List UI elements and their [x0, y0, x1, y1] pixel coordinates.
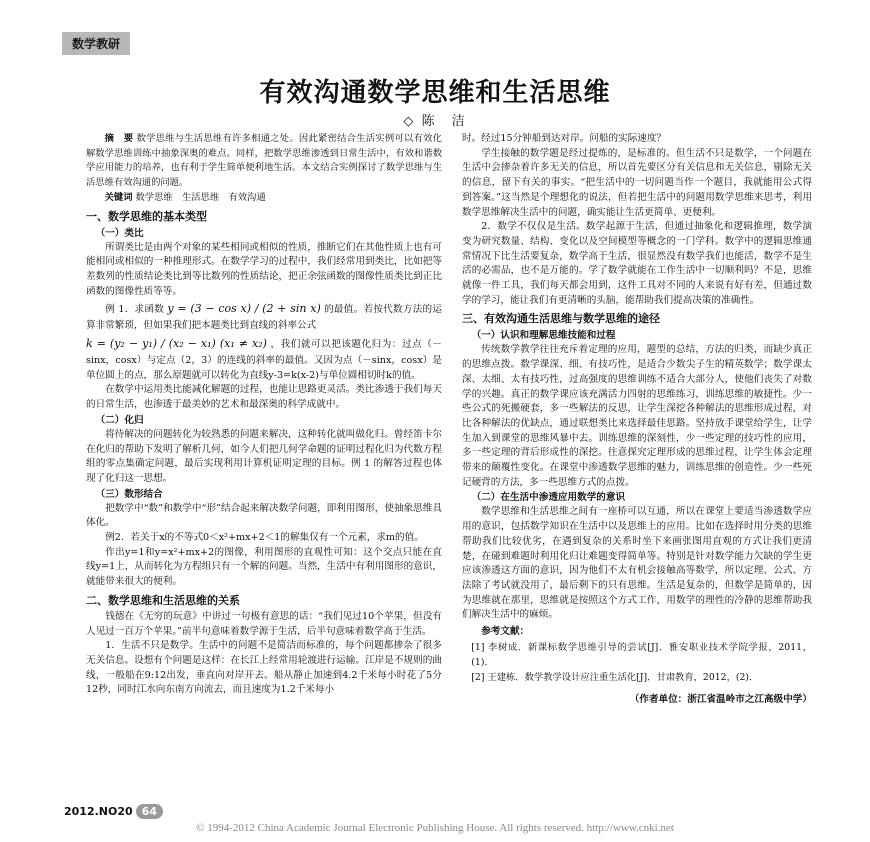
subheading-skills: （一）认识和理解思维技能和过程 [471, 330, 616, 342]
heading-3: 三、有效沟通生活思维与数学思维的途径 [462, 312, 660, 326]
abstract-label: 摘 要 [104, 133, 134, 144]
paragraph: 钱德在《无穷的玩意》中讲过一句极有意思的话：“我们见过10个苹果，但没有人见过一百万个苹果。”前半句意味着数学源于生活，后半句意味着数学高于生活。 [86, 610, 442, 637]
author-name: 陈 洁 [421, 114, 467, 129]
paragraph: 2．数学不仅仅是生活。数学起源于生活，但通过抽象化和逻辑推理，数学演变为研究数量、结构、变化以及空间模型等概念的一门学科。数学中的逻辑思维通常情况下比生活要复杂，数学高于生活，很显然没有数学我们也能活，数学不是生活的必需品，也不是万能的。学了数学就能在工作生活中一切顺利吗？不是，思维就像一件工具，我们每天都会用到，这件工具对不同的人来说有好有差，但通过数学的学习，能让我们有更清晰的头脑，能帮助我们提高决策的准确性。 [462, 221, 812, 306]
paragraph: 所谓类比是由两个对象的某些相同或相似的性质，推断它们在其他性质上也有可能相同或相似的一种推理形式。在数学学习的过程中，我们经常用到类比，比如把等差数列的性质结论类比到等比数列的性质结论，把正余弦函数的图像性质类比到正比函数的图像性质等等。 [86, 241, 442, 297]
example-1 [86, 299, 442, 334]
example-2: 例2．若关于x的不等式0＜x²+mx+2＜1的解集仅有一个元素，求m的值。 [105, 532, 424, 544]
example-1-continuation: ，我们就可以把该题化归为：过点（－sinx，cosx）与定点（2，3）的连线的斜率的最值。又因为点（－sinx，cosx）是单位圆上的点，那么原题就可以转化为直线y-3=k(x-2)与单位圆相切时k的值。 [86, 339, 442, 381]
page-number: 64 [136, 804, 163, 819]
keywords-label: 关键词 [104, 191, 133, 203]
paragraph: 1．生活不只是数学。生活中的问题不是简洁而标准的，每个问题都掺杂了很多无关信息。设想有个问题是这样：在长江上经常用轮渡进行运输。江岸是不规则的曲线，一般船在9:12出发，垂直向对岸开去。船从静止加速到4.2千米每小时花了5分12秒，同时江水向东南方向流去，而且速度为1.2千米每小 [86, 640, 442, 696]
abstract [86, 132, 442, 191]
paragraph: 传统数学教学往往充斥着定理的应用，题型的总结，方法的归类，而缺少真正的思维点拨。数学课深、细、有技巧性，是适合少数尖子生的精英数学；数学课太深、太细、太有技巧性，过高强度的思维训练不适合大部分人，使他们丧失了对数学的兴趣。真正的数学课应该充满活力四射的思维练习，训练思维的敏捷性。少一些公式的死搬硬套，多一些解法的反思，让学生深挖各种解法的思维形成过程，对比各种解法的优缺点，通过联想类比来选择最佳思路。坚持放手课堂给学生，让学生加入到课堂的思维风暴中去。训练思维的深刻性，少一些定理的技巧性的应用，多一些定理的背后形成性的深挖。往意探究定理形成的思维过程，让学生体会定理带来的颠覆性变化。在课堂中渗透数学思维的魅力，训练思维的创造性。少一些死记硬背的方法，多一些思维方式的点拨。 [462, 344, 812, 488]
slope-line [86, 334, 442, 383]
subheading-analogy: （一）类比 [95, 227, 144, 239]
reference-item: [1] 李树成．新课标数学思维引导的尝试[J]．雅安职业技术学院学报，2011，(1)． [471, 642, 812, 668]
left-column [86, 132, 442, 698]
abstract-text: 数学思维与生活思维有许多相通之处。因此紧密结合生活实例可以有效化解数学思维训练中抽象深奥的难点。同样，把数学思维渗透到日常生活中，有效和谐数学应用能力的培养，也有利于学生简单便利地生活。本文结合实例探讨了数学思维与生活思维有效沟通的问题。 [86, 133, 442, 189]
heading-1: 一、数学思维的基本类型 [86, 209, 207, 223]
keywords-text: 数学思维 生活思维 有效沟通 [135, 191, 266, 203]
function-formula: y = (3 − cos x) / (2 + sin x) [167, 302, 321, 316]
section-tag: 数学教研 [62, 32, 130, 55]
subheading-reduction: （二）化归 [95, 414, 144, 426]
author-affiliation: （作者单位：浙江省温岭市之江高级中学） [629, 694, 812, 706]
copyright-watermark: © 1994-2012 China Academic Journal Electronic Publishing House. All rights reserved. http://www.cnki.net [196, 822, 674, 834]
diamond-icon: ◇ [403, 114, 416, 129]
reference-item: [2] 王建栋．数学教学设计应注重生活化[J]．甘肃教育，2012，(2)． [471, 671, 759, 683]
example-1-body: 的最值。若按代数方法的运算非常繁琐，但如果我们把本题类比到直线的斜率公式 [86, 304, 442, 332]
paragraph: 在数学中运用类比能减化解题的过程，也能让思路更灵活。类比渗透于我们每天的日常生活，也渗透于最美妙的艺术和最深奥的科学成就中。 [86, 384, 442, 411]
references-heading: 参考文献： [481, 626, 530, 638]
paragraph: 时。经过15分钟船到达对岸。问船的实际速度？ [462, 133, 667, 144]
article-title: 有效沟通数学思维和生活思维 [259, 78, 611, 108]
paragraph: 作出y=1和y=x²+mx+2的图像，利用图形的直观性可知：这个交点只能在直线y=1上，从而转化为方程组只有一个解的问题。当然，生活中有利用图形的意识，就能带来很大的便利。 [86, 546, 442, 588]
article-author [0, 110, 870, 129]
right-column [462, 132, 812, 708]
heading-2: 二、数学思维和生活思维的关系 [86, 593, 240, 607]
paragraph: 把数学中“数”和数学中“形”结合起来解决数学问题，即利用图形，使抽象思维具体化。 [86, 502, 442, 529]
issue-number: 2012.NO20 [64, 805, 133, 818]
paragraph: 将待解决的问题转化为较熟悉的问题来解决，这种转化就叫做化归。曾经笛卡尔在化归的帮助下发明了解析几何，如今人们把几何学命题的证明过程化归为代数方程组的零点集确定问题，最后实现利用计算机证明定理的目标。例 1 的解答过程也体现了化归这一思想。 [86, 428, 442, 484]
subheading-application: （二）在生活中渗透应用数学的意识 [471, 492, 626, 504]
paragraph: 数学思维和生活思维之间有一座桥可以互通，所以在课堂上要适当渗透数学应用的意识，包括数学知识在生活中以及思维上的应用。比如在选择时用分类的思维帮助我们比较优劣，在遇到复杂的关系时坐下来画张图用直观的方式让我们更清楚，在碰到难题时利用化归让难题变得简单等。特别是针对数学能力欠缺的学生更应该渗透这方面的意识，因为他们不太有机会接触高等数学，所以定理、公式、方法除了考试就没用了，最后剩下的只有思维。生活是复杂的，但数学是简单的，因为思维就在那里，思维就是按照这个方式工作，用数学的理性的冷静的思维帮助我们解决生活中的麻烦。 [462, 506, 812, 621]
subheading-number-shape: （三）数形结合 [95, 488, 163, 500]
slope-formula: k = (y₂ − y₁) / (x₂ − x₁) (x₁ ≠ x₂) [86, 337, 267, 351]
paragraph: 学生接触的数学题是经过提炼的，是标准的。但生活不只是数学，一个问题在生活中会掺杂着许多无关的信息，所以首先要区分有关信息和无关信息，剔除无关的信息，留下有关的事实。“把生活中的一切问题当作一个题目，我就能用公式得到答案。”这当然是个理想化的说法，但若把生活中的问题用数学思维来思考，利用数学思维解决生活中的问题，确实能让生活更简单、更便利。 [462, 147, 812, 218]
example-1-lead: 例 1．求函数 [105, 304, 165, 316]
page-footer [64, 804, 163, 819]
keywords [86, 191, 442, 206]
